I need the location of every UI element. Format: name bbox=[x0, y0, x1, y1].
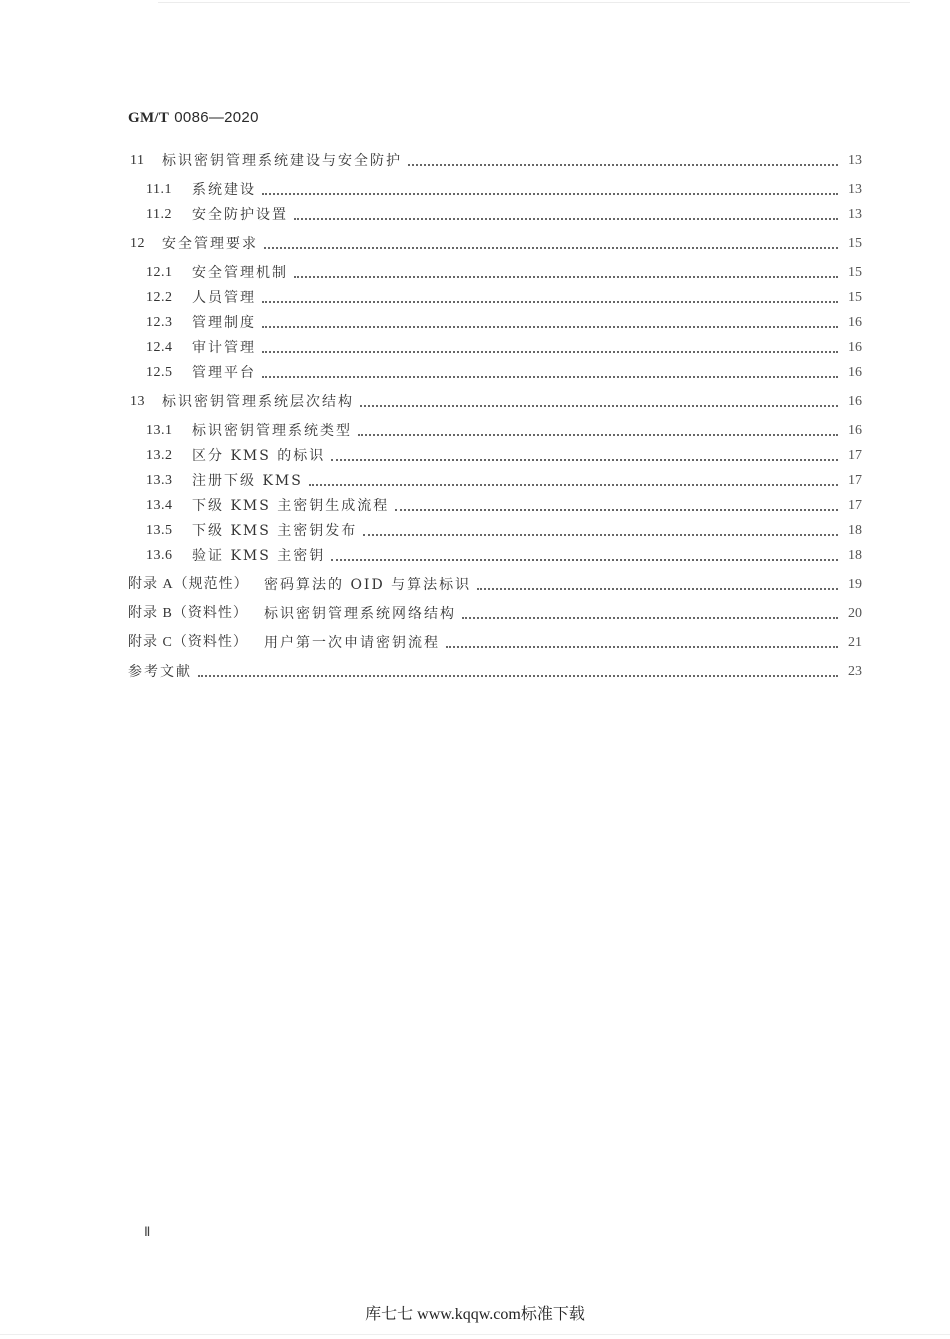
toc-entry-title: 参考文献 bbox=[128, 664, 192, 680]
toc-entry-number: 11 bbox=[130, 153, 145, 168]
toc-leader-dots bbox=[198, 675, 838, 677]
toc-entry[interactable] bbox=[146, 446, 862, 466]
toc-leader-dots bbox=[358, 434, 838, 436]
toc-leader-dots bbox=[294, 276, 838, 278]
toc-leader-dots bbox=[294, 218, 838, 220]
page-number: Ⅱ bbox=[144, 1224, 151, 1239]
toc-entry-title: 系统建设 bbox=[192, 182, 256, 198]
toc-leader-dots bbox=[262, 193, 838, 195]
toc-entry-title: 人员管理 bbox=[192, 290, 256, 306]
toc-entry-page: 16 bbox=[848, 365, 862, 380]
toc-leader-dots bbox=[446, 646, 838, 648]
toc-entry-page: 13 bbox=[848, 153, 862, 168]
toc-entry[interactable] bbox=[128, 662, 862, 682]
toc-entry-number: 附录 A（规范性） bbox=[128, 577, 249, 592]
toc-entry-title: 管理制度 bbox=[192, 315, 256, 331]
top-border bbox=[158, 2, 910, 3]
toc-entry[interactable] bbox=[146, 496, 862, 516]
toc-entry-page: 16 bbox=[848, 394, 862, 409]
toc-entry-number: 附录 B（资料性） bbox=[128, 606, 248, 621]
toc-entry-page: 13 bbox=[848, 182, 862, 197]
toc-entry-title: 安全管理机制 bbox=[192, 265, 288, 281]
toc-leader-dots bbox=[462, 617, 838, 619]
toc-entry-number: 附录 C（资料性） bbox=[128, 635, 248, 650]
toc-entry[interactable] bbox=[146, 421, 862, 441]
toc-entry-page: 16 bbox=[848, 423, 862, 438]
toc-entry-title: 标识密钥管理系统层次结构 bbox=[162, 394, 354, 410]
toc-entry[interactable] bbox=[146, 363, 862, 383]
toc-entry-number: 13.5 bbox=[146, 523, 173, 538]
toc-leader-dots bbox=[331, 559, 838, 561]
toc-entry-number: 13.6 bbox=[146, 548, 173, 563]
toc-entry[interactable] bbox=[146, 338, 862, 358]
toc-leader-dots bbox=[395, 509, 838, 511]
toc-entry-title: 安全管理要求 bbox=[162, 236, 258, 252]
toc-entry-title: 标识密钥管理系统类型 bbox=[192, 423, 352, 439]
bottom-border bbox=[0, 1334, 950, 1335]
toc-entry-title: 区分 KMS 的标识 bbox=[192, 448, 326, 464]
toc-entry-number: 13.4 bbox=[146, 498, 173, 513]
toc-entry[interactable] bbox=[146, 263, 862, 283]
toc-entry-title: 标识密钥管理系统建设与安全防护 bbox=[162, 153, 402, 169]
toc-entry-page: 15 bbox=[848, 290, 862, 305]
toc-entry-page: 16 bbox=[848, 340, 862, 355]
toc-leader-dots bbox=[264, 247, 838, 249]
toc-entry[interactable] bbox=[146, 471, 862, 491]
toc-entry-title: 安全防护设置 bbox=[192, 207, 288, 223]
toc-entry-page: 15 bbox=[848, 236, 862, 251]
toc-entry-page: 16 bbox=[848, 315, 862, 330]
document-code-number: 0086—2020 bbox=[174, 109, 259, 126]
toc-entry-number: 11.1 bbox=[146, 182, 172, 197]
toc-entry-number: 12.2 bbox=[146, 290, 173, 305]
toc-entry[interactable] bbox=[146, 521, 862, 541]
toc-entry[interactable] bbox=[130, 392, 862, 412]
toc-leader-dots bbox=[262, 351, 838, 353]
toc-entry[interactable] bbox=[128, 575, 862, 595]
toc-entry-page: 18 bbox=[848, 548, 862, 563]
watermark-text: 库七七 www.kqqw.com标准下载 bbox=[365, 1306, 585, 1323]
toc-entry-title: 下级 KMS 主密钥生成流程 bbox=[192, 498, 390, 514]
toc-leader-dots bbox=[262, 326, 838, 328]
toc-entry-page: 17 bbox=[848, 498, 862, 513]
toc-entry-page: 17 bbox=[848, 448, 862, 463]
toc-entry-title: 下级 KMS 主密钥发布 bbox=[192, 523, 358, 539]
toc-entry-number: 12.3 bbox=[146, 315, 173, 330]
toc-entry[interactable] bbox=[128, 633, 862, 653]
toc-entry-number: 12.1 bbox=[146, 265, 173, 280]
toc-entry-number: 12 bbox=[130, 236, 145, 251]
toc-leader-dots bbox=[309, 484, 838, 486]
toc-entry-page: 13 bbox=[848, 207, 862, 222]
toc-entry[interactable] bbox=[130, 234, 862, 254]
toc-entry[interactable] bbox=[128, 604, 862, 624]
toc-entry[interactable] bbox=[146, 546, 862, 566]
toc-entry[interactable] bbox=[146, 313, 862, 333]
toc-entry-number: 11.2 bbox=[146, 207, 172, 222]
toc-entry-number: 12.4 bbox=[146, 340, 173, 355]
toc-entry-page: 17 bbox=[848, 473, 862, 488]
document-code bbox=[128, 108, 259, 127]
toc-entry[interactable] bbox=[146, 205, 862, 225]
toc-leader-dots bbox=[262, 376, 838, 378]
toc-leader-dots bbox=[360, 405, 838, 407]
toc-leader-dots bbox=[477, 588, 838, 590]
toc-entry-title: 注册下级 KMS bbox=[192, 473, 303, 489]
document-code-prefix: GM/T bbox=[128, 110, 170, 126]
toc-leader-dots bbox=[408, 164, 838, 166]
toc-entry-page: 23 bbox=[848, 664, 862, 679]
toc-entry-number: 13 bbox=[130, 394, 145, 409]
toc-entry-title: 验证 KMS 主密钥 bbox=[192, 548, 326, 564]
toc-entry[interactable] bbox=[146, 180, 862, 200]
toc-entry-page: 21 bbox=[848, 635, 862, 650]
toc-entry-title: 用户第一次申请密钥流程 bbox=[264, 635, 440, 651]
toc-entry[interactable] bbox=[146, 288, 862, 308]
toc-entry-number: 13.2 bbox=[146, 448, 173, 463]
toc-entry-number: 13.3 bbox=[146, 473, 173, 488]
toc-entry[interactable] bbox=[130, 151, 862, 171]
toc-leader-dots bbox=[262, 301, 838, 303]
toc-entry-number: 12.5 bbox=[146, 365, 173, 380]
toc-entry-number: 13.1 bbox=[146, 423, 173, 438]
toc-entry-title: 管理平台 bbox=[192, 365, 256, 381]
toc-entry-page: 15 bbox=[848, 265, 862, 280]
toc-entry-page: 20 bbox=[848, 606, 862, 621]
toc-entry-title: 密码算法的 OID 与算法标识 bbox=[264, 577, 472, 593]
toc-entry-page: 19 bbox=[848, 577, 862, 592]
toc-entry-page: 18 bbox=[848, 523, 862, 538]
toc-leader-dots bbox=[363, 534, 838, 536]
toc-entry-title: 标识密钥管理系统网络结构 bbox=[264, 606, 456, 622]
toc-leader-dots bbox=[331, 459, 838, 461]
toc-entry-title: 审计管理 bbox=[192, 340, 256, 356]
